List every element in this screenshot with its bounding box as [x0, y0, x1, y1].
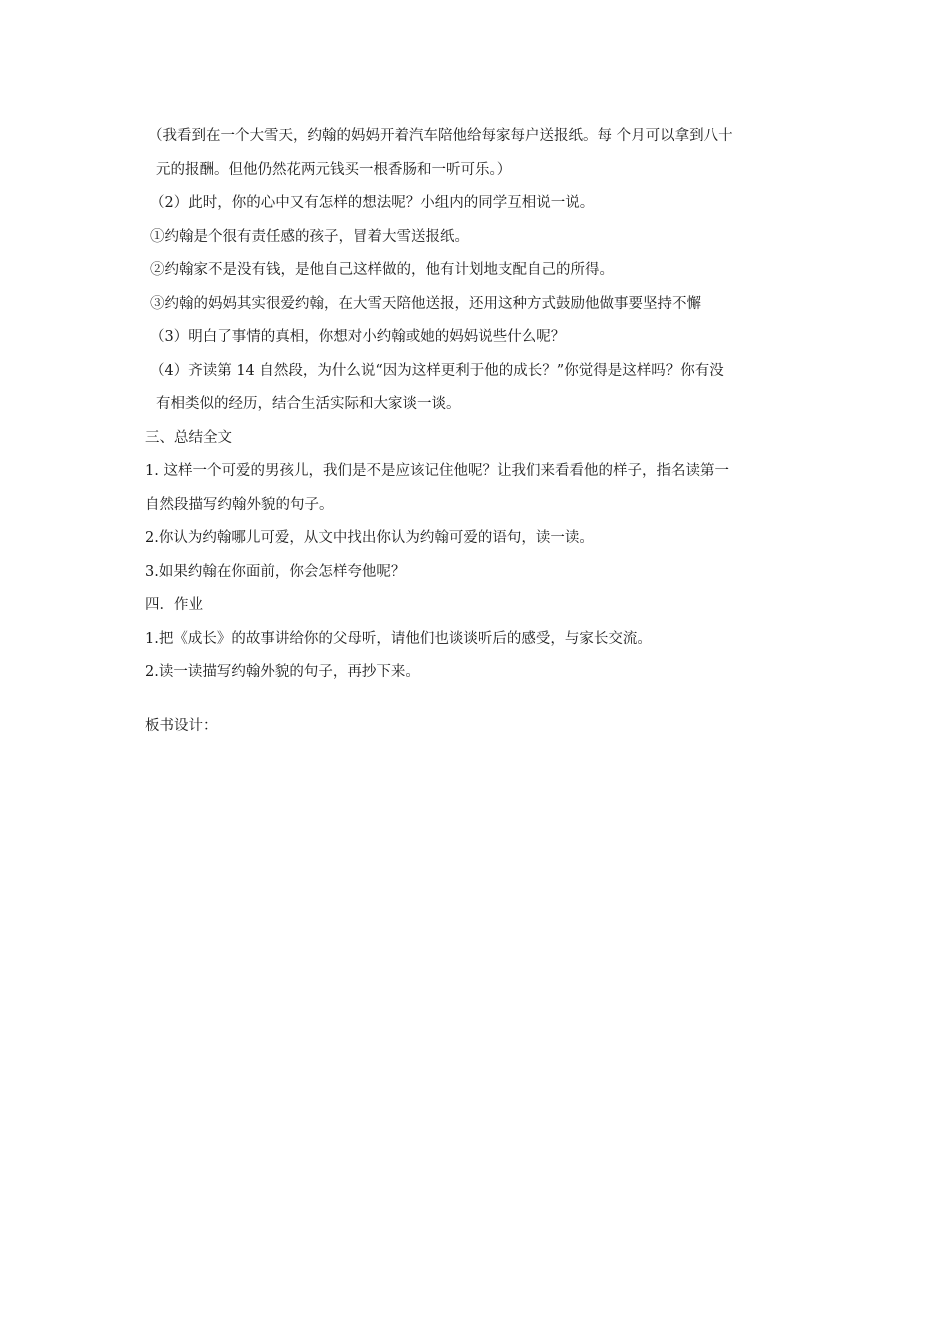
paragraph-line: （我看到在一个大雪天，约翰的妈妈开着汽车陪他给每家每户送报纸。每 个月可以拿到八十 [148, 128, 733, 144]
paragraph-line: ③约翰的妈妈其实很爱约翰，在大雪天陪他送报，还用这种方式鼓励他做事要坚持不懈 [150, 295, 701, 312]
paragraph-line: ①约翰是个很有责任感的孩子，冒着大雪送报纸。 [150, 228, 469, 245]
section-heading: 三、总结全文 [145, 429, 232, 446]
paragraph-line: （4）齐读第 14 自然段，为什么说“因为这样更利于他的成长？”你觉得是这样吗？你有没 [150, 362, 724, 379]
paragraph-line: 3.如果约翰在你面前，你会怎样夸他呢？ [145, 563, 406, 580]
document-body [145, 126, 810, 750]
paragraph-line: 有相类似的经历，结合生活实际和大家谈一谈。 [156, 396, 461, 412]
paragraph-line: 2.读一读描写约翰外貌的句子，再抄下来。 [145, 664, 420, 680]
paragraph-line: （2）此时，你的心中又有怎样的想法呢？小组内的同学互相说一说。 [150, 195, 595, 211]
paragraph-line: 自然段描写约翰外貌的句子。 [145, 496, 334, 513]
paragraph-line: 1. 这样一个可爱的男孩儿，我们是不是应该记住他呢？让我们来看看他的样子，指名读第一 [145, 463, 729, 479]
paragraph-line: （3）明白了事情的真相，你想对小约翰或她的妈妈说些什么呢？ [150, 329, 566, 345]
paragraph-line: 元的报酬。但他仍然花两元钱买一根香肠和一听可乐。） [156, 161, 512, 178]
paragraph-line: 1.把《成长》的故事讲给你的父母听，请他们也谈谈听后的感受，与家长交流。 [145, 630, 652, 647]
paragraph-line: ②约翰家不是没有钱，是他自己这样做的，他有计划地支配自己的所得。 [150, 262, 614, 278]
section-heading: 四．作业 [145, 597, 203, 613]
paragraph-line: 2.你认为约翰哪儿可爱，从文中找出你认为约翰可爱的语句，读一读。 [145, 530, 594, 546]
board-design-heading: 板书设计： [145, 718, 218, 734]
